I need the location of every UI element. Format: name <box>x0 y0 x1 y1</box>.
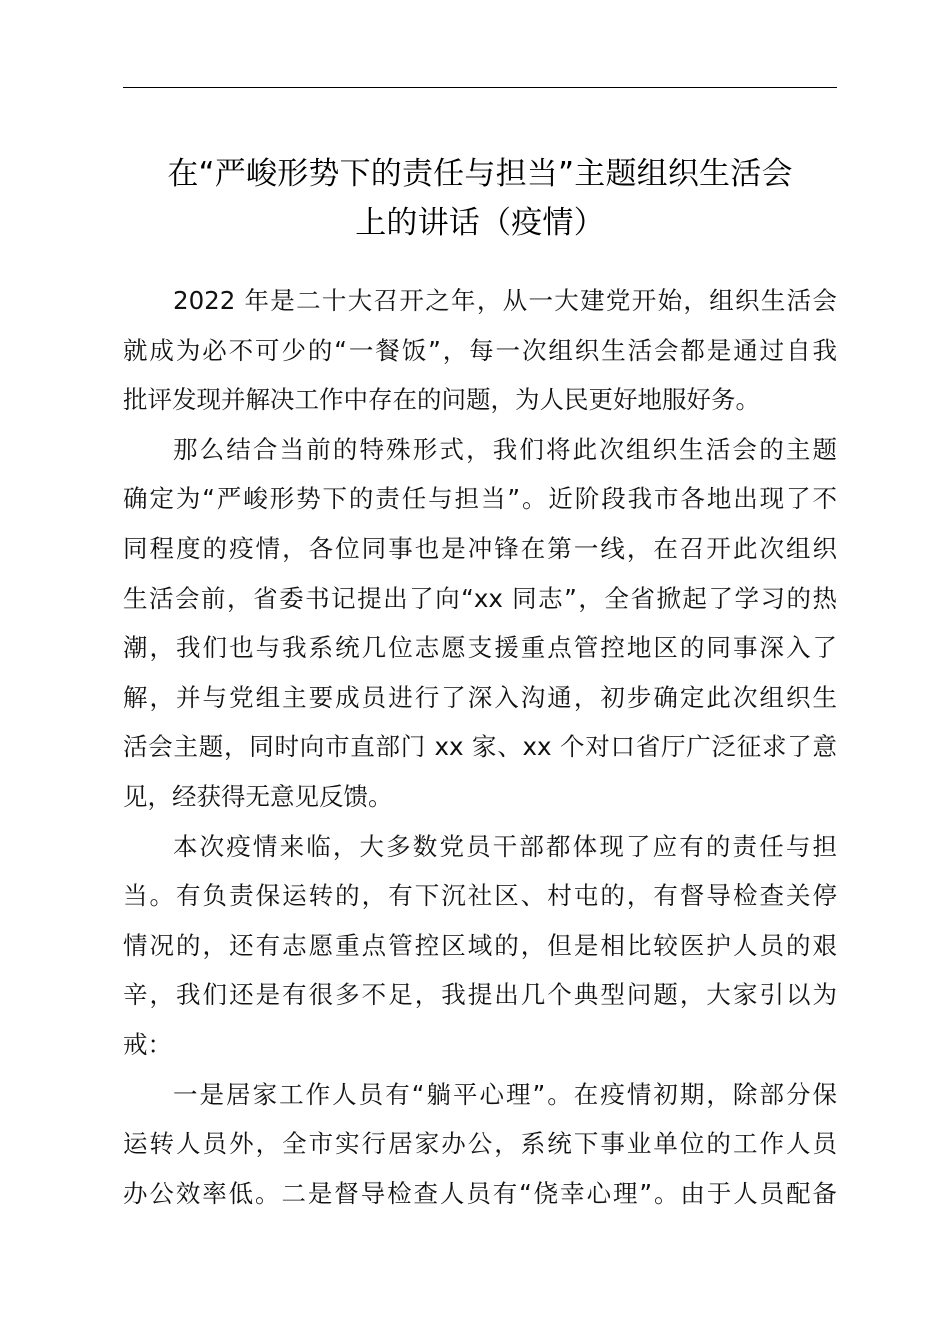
text-line: 运转人员外，全市实行居家办公，系统下事业单位的工作人员 <box>123 1129 837 1159</box>
text-line: 情况的，还有志愿重点管控区域的，但是相比较医护人员的艰 <box>123 930 837 960</box>
text-line: 本次疫情来临，大多数党员干部都体现了应有的责任与担 <box>173 831 837 861</box>
text-line: 戒： <box>123 1029 172 1059</box>
paragraph-3 <box>123 822 837 1070</box>
text-line: 当。有负责保运转的，有下沉社区、村屯的，有督导检查关停 <box>123 881 837 911</box>
text-line: 确定为“严峻形势下的责任与担当”。近阶段我市各地出现了不 <box>123 484 837 514</box>
text-line: 2022 年是二十大召开之年，从一大建党开始，组织生活会 <box>173 286 837 315</box>
title-line-1: 在“严峻形势下的责任与担当”主题组织生活会 <box>167 156 793 192</box>
document-body <box>123 276 837 1218</box>
text-line: 潮，我们也与我系统几位志愿支援重点管控地区的同事深入了 <box>123 633 837 663</box>
header-rule <box>123 87 837 88</box>
paragraph-2 <box>123 425 837 822</box>
paragraph-1 <box>123 276 837 425</box>
text-line: 解，并与党组主要成员进行了深入沟通，初步确定此次组织生 <box>123 682 837 712</box>
title-line-2: 上的讲话（疫情） <box>355 205 605 241</box>
text-line: 就成为必不可少的“一餐饭”，每一次组织生活会都是通过自我 <box>123 335 837 365</box>
text-line: 办公效率低。二是督导检查人员有“侥幸心理”。由于人员配备 <box>123 1178 837 1208</box>
text-line: 生活会前，省委书记提出了向“xx 同志”，全省掀起了学习的热 <box>123 583 837 613</box>
text-line: 批评发现并解决工作中存在的问题，为人民更好地服好务。 <box>123 385 760 415</box>
document-title <box>123 150 837 248</box>
text-line: 那么结合当前的特殊形式，我们将此次组织生活会的主题 <box>173 434 837 464</box>
text-line: 一是居家工作人员有“躺平心理”。在疫情初期，除部分保 <box>173 1079 837 1109</box>
text-line: 见，经获得无意见反馈。 <box>123 781 393 811</box>
paragraph-4 <box>123 1070 837 1219</box>
text-line: 辛，我们还是有很多不足，我提出几个典型问题，大家引以为 <box>123 980 837 1010</box>
text-line: 活会主题，同时向市直部门 xx 家、xx 个对口省厅广泛征求了意 <box>123 732 837 762</box>
text-line: 同程度的疫情，各位同事也是冲锋在第一线，在召开此次组织 <box>123 533 837 563</box>
